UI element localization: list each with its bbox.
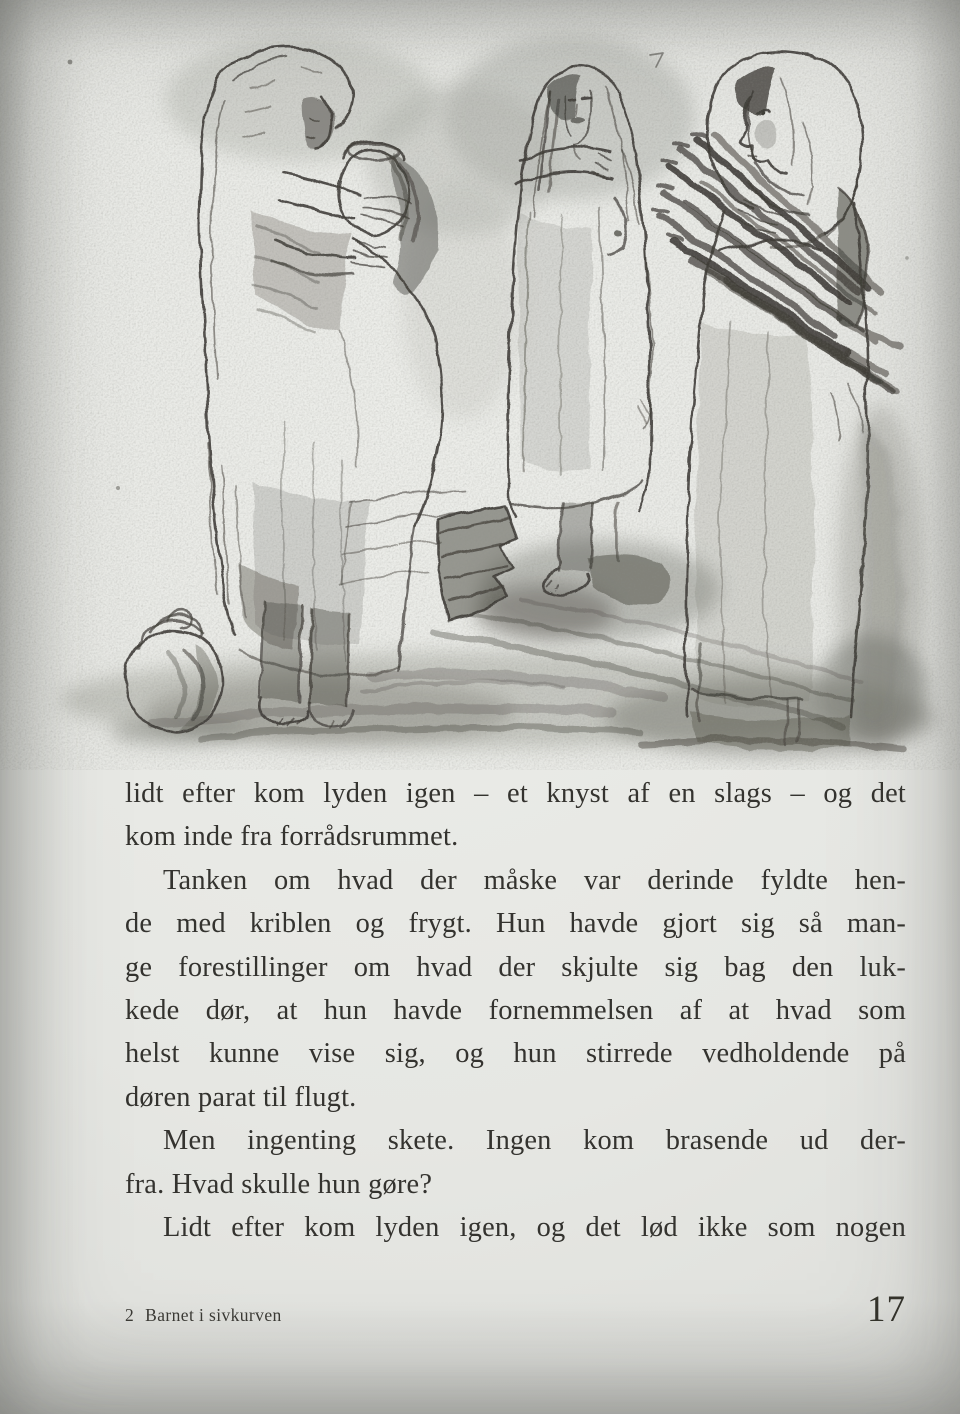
body-text-line: de med kriblen og frygt. Hun havde gjort sig så man- [125, 908, 906, 940]
page-number: 17 [867, 1289, 906, 1330]
body-text-line: Men ingenting skete. Ingen kom brasende ud der- [163, 1125, 906, 1157]
body-text-line: helst kunne vise sig, og hun stirrede vedholdende på [125, 1038, 906, 1070]
body-text-line: lidt efter kom lyden igen – et knyst af en slags – og det [125, 778, 906, 809]
body-text-line: kede dør, at hun havde fornemmelsen af at hvad som [125, 995, 906, 1027]
running-title-text: Barnet i sivkurven [145, 1305, 282, 1325]
body-text-line: kom inde fra forrådsrummet. [125, 821, 459, 853]
body-text-line: Lidt efter kom lyden igen, og det lød ikke som nogen [163, 1212, 906, 1244]
body-text-line: fra. Hvad skulle hun gøre? [125, 1168, 433, 1200]
body-text [125, 772, 906, 1249]
running-title [125, 1305, 282, 1326]
page-footer [125, 1288, 906, 1331]
body-text-line: Tanken om hvad der måske var derinde fyldte hen- [163, 864, 906, 896]
body-text-line: ge forestillinger om hvad der skjulte sig bag den luk- [125, 951, 906, 983]
body-text-line: døren parat til flugt. [125, 1081, 357, 1113]
signature-mark: 2 [125, 1305, 135, 1325]
